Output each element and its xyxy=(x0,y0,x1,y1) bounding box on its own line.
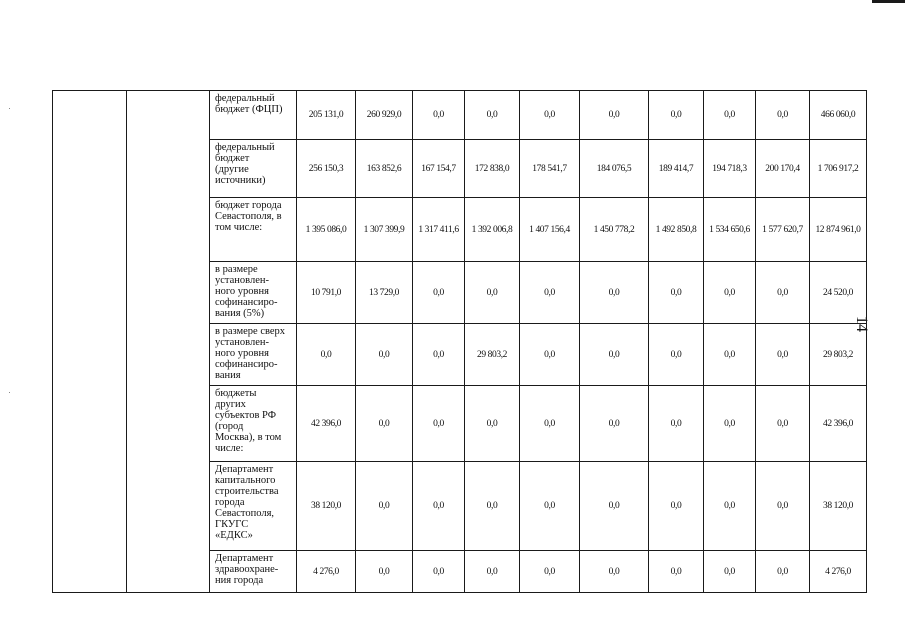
amount-cell: 0,0 xyxy=(356,386,413,462)
amount-cell: 256 150,3 xyxy=(297,140,356,198)
scan-dot xyxy=(9,108,10,109)
amount-cell: 1 307 399,9 xyxy=(356,198,413,262)
amount-cell: 1 450 778,2 xyxy=(580,198,649,262)
funding-source-cell xyxy=(210,551,297,593)
amount-cell: 0,0 xyxy=(704,262,756,324)
total-cell: 38 120,0 xyxy=(810,462,867,551)
amount-cell: 38 120,0 xyxy=(297,462,356,551)
amount-cell: 200 170,4 xyxy=(756,140,810,198)
amount-cell: 0,0 xyxy=(520,551,580,593)
total-cell: 42 396,0 xyxy=(810,386,867,462)
amount-cell: 0,0 xyxy=(756,551,810,593)
funding-source-cell xyxy=(210,198,297,262)
amount-cell: 0,0 xyxy=(520,386,580,462)
amount-cell: 178 541,7 xyxy=(520,140,580,198)
scan-dot xyxy=(9,392,10,393)
amount-cell: 0,0 xyxy=(356,324,413,386)
funding-source-label: Департамент капитального строительства города Севастополя, ГКУГС «ЕДКС» xyxy=(215,464,279,541)
amount-cell: 0,0 xyxy=(465,462,520,551)
page-number: 14 xyxy=(853,316,870,332)
funding-source-label: в размере установлен- ного уровня софинансиро- вания (5%) xyxy=(215,264,278,319)
funding-source-label: бюджеты других субъектов РФ (город Москва), в том числе: xyxy=(215,388,282,454)
budget-table xyxy=(52,90,867,593)
funding-source-label: федеральный бюджет (другие источники) xyxy=(215,142,275,186)
funding-source-label: в размере сверх установлен- ного уровня софинансиро- вания xyxy=(215,326,286,381)
amount-cell: 0,0 xyxy=(756,462,810,551)
amount-cell: 1 317 411,6 xyxy=(413,198,465,262)
funding-source-label: Департамент здравоохране- ния города xyxy=(215,553,279,586)
amount-cell: 0,0 xyxy=(649,324,704,386)
amount-cell: 1 534 650,6 xyxy=(704,198,756,262)
amount-cell: 10 791,0 xyxy=(297,262,356,324)
amount-cell: 0,0 xyxy=(465,91,520,140)
amount-cell: 0,0 xyxy=(520,262,580,324)
funding-source-label: бюджет города Севастополя, в том числе: xyxy=(215,200,282,233)
amount-cell: 0,0 xyxy=(704,551,756,593)
amount-cell: 0,0 xyxy=(465,262,520,324)
amount-cell: 1 407 156,4 xyxy=(520,198,580,262)
funding-source-cell xyxy=(210,324,297,386)
amount-cell: 184 076,5 xyxy=(580,140,649,198)
amount-cell: 0,0 xyxy=(756,324,810,386)
amount-cell: 0,0 xyxy=(520,91,580,140)
amount-cell: 0,0 xyxy=(580,262,649,324)
amount-cell: 0,0 xyxy=(356,462,413,551)
amount-cell: 0,0 xyxy=(580,91,649,140)
amount-cell: 0,0 xyxy=(649,386,704,462)
total-cell: 12 874 961,0 xyxy=(810,198,867,262)
table-row xyxy=(53,91,867,140)
amount-cell: 167 154,7 xyxy=(413,140,465,198)
amount-cell: 13 729,0 xyxy=(356,262,413,324)
amount-cell: 1 492 850,8 xyxy=(649,198,704,262)
blank-name-cell xyxy=(127,91,210,593)
funding-source-cell xyxy=(210,462,297,551)
amount-cell: 0,0 xyxy=(413,91,465,140)
amount-cell: 163 852,6 xyxy=(356,140,413,198)
amount-cell: 42 396,0 xyxy=(297,386,356,462)
amount-cell: 0,0 xyxy=(756,386,810,462)
amount-cell: 0,0 xyxy=(413,386,465,462)
total-cell: 29 803,2 xyxy=(810,324,867,386)
total-cell: 4 276,0 xyxy=(810,551,867,593)
funding-source-cell xyxy=(210,140,297,198)
amount-cell: 205 131,0 xyxy=(297,91,356,140)
amount-cell: 4 276,0 xyxy=(297,551,356,593)
amount-cell: 0,0 xyxy=(649,551,704,593)
top-edge-rule xyxy=(872,0,905,3)
amount-cell: 0,0 xyxy=(756,262,810,324)
total-cell: 1 706 917,2 xyxy=(810,140,867,198)
amount-cell: 0,0 xyxy=(520,462,580,551)
amount-cell: 0,0 xyxy=(704,324,756,386)
funding-source-cell xyxy=(210,386,297,462)
budget-table-body xyxy=(53,91,867,593)
blank-number-cell xyxy=(53,91,127,593)
amount-cell: 0,0 xyxy=(704,462,756,551)
amount-cell: 0,0 xyxy=(413,262,465,324)
amount-cell: 194 718,3 xyxy=(704,140,756,198)
amount-cell: 260 929,0 xyxy=(356,91,413,140)
amount-cell: 0,0 xyxy=(649,91,704,140)
amount-cell: 1 395 086,0 xyxy=(297,198,356,262)
funding-source-cell xyxy=(210,91,297,140)
amount-cell: 189 414,7 xyxy=(649,140,704,198)
amount-cell: 0,0 xyxy=(465,386,520,462)
amount-cell: 0,0 xyxy=(413,324,465,386)
total-cell: 466 060,0 xyxy=(810,91,867,140)
amount-cell: 0,0 xyxy=(356,551,413,593)
amount-cell: 172 838,0 xyxy=(465,140,520,198)
amount-cell: 0,0 xyxy=(704,91,756,140)
amount-cell: 0,0 xyxy=(649,462,704,551)
amount-cell: 0,0 xyxy=(413,462,465,551)
amount-cell: 1 392 006,8 xyxy=(465,198,520,262)
amount-cell: 0,0 xyxy=(413,551,465,593)
amount-cell: 0,0 xyxy=(580,324,649,386)
funding-source-cell xyxy=(210,262,297,324)
amount-cell: 0,0 xyxy=(756,91,810,140)
amount-cell: 0,0 xyxy=(704,386,756,462)
amount-cell: 1 577 620,7 xyxy=(756,198,810,262)
amount-cell: 0,0 xyxy=(649,262,704,324)
amount-cell: 0,0 xyxy=(580,386,649,462)
amount-cell: 0,0 xyxy=(465,551,520,593)
amount-cell: 0,0 xyxy=(520,324,580,386)
amount-cell: 0,0 xyxy=(580,462,649,551)
funding-source-label: федеральный бюджет (ФЦП) xyxy=(215,93,283,115)
amount-cell: 0,0 xyxy=(297,324,356,386)
amount-cell: 0,0 xyxy=(580,551,649,593)
amount-cell: 29 803,2 xyxy=(465,324,520,386)
total-cell: 24 520,0 xyxy=(810,262,867,324)
